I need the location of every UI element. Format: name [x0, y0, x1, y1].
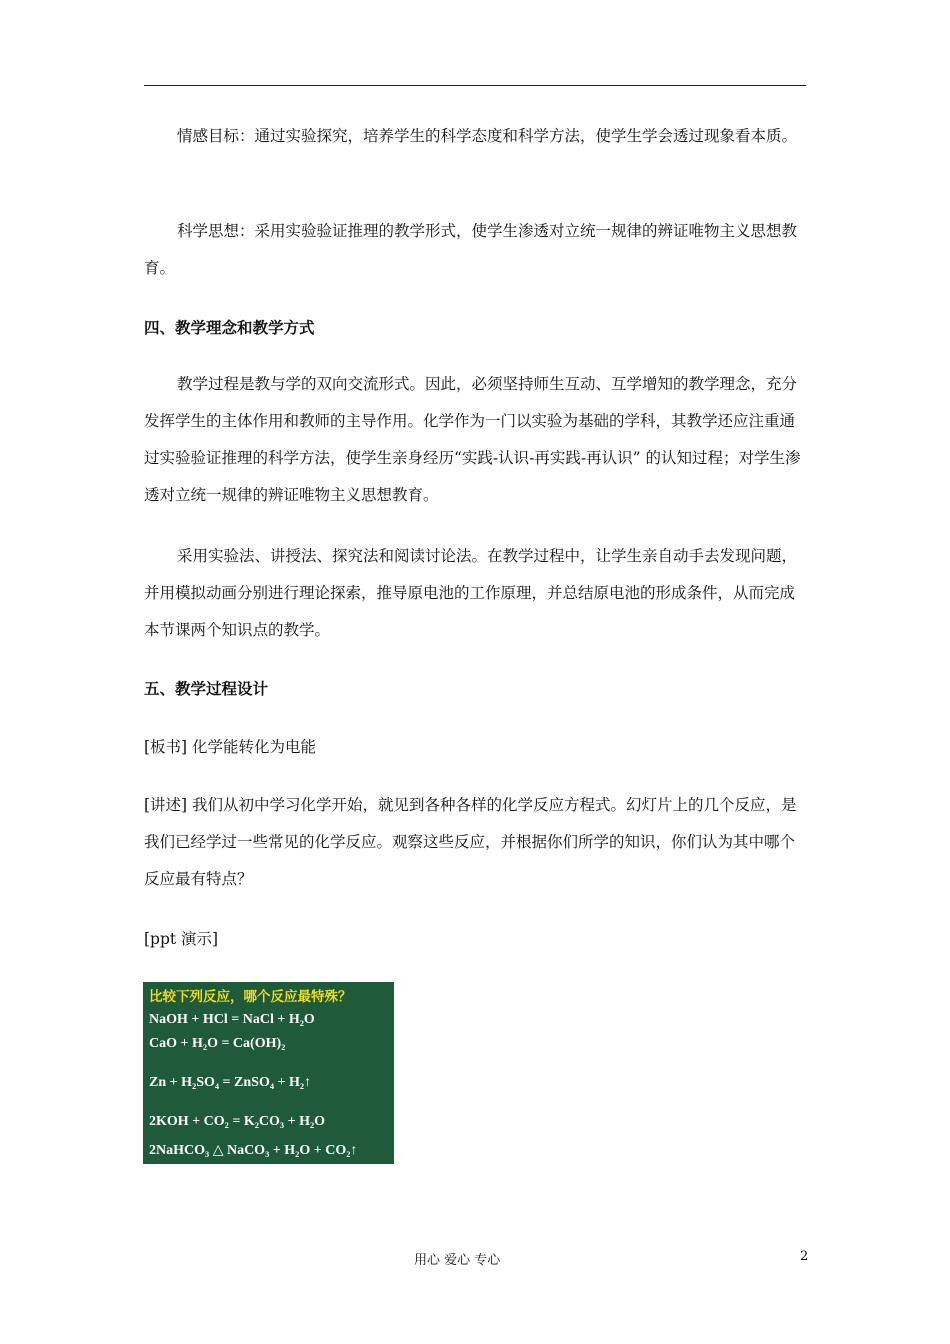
paragraph-lecture: [讲述] 我们从初中学习化学开始，就见到各种各样的化学反应方程式。幻灯片上的几个反应，是我们已经学过一些常见的化学反应。观察这些反应，并根据你们所学的知识，你们认为其中哪个反应最有特点？ [144, 796, 797, 888]
board-note-line: [板书] 化学能转化为电能 [144, 738, 317, 756]
ppt-slide-image [143, 982, 394, 1164]
paragraph-teaching-concept: 教学过程是教与学的双向交流形式。因此，必须坚持师生互动、互学增知的教学理念，充分发挥学生的主体作用和教师的主导作用。化学作为一门以实验为基础的学科，其教学还应注重通过实验验证推理的科学方法，使学生亲身经历“实践-认识-再实践-再认识” 的认知过程；对学生渗透对立统一规律的辨证唯物主义思想教育。 [144, 375, 801, 504]
header-rule [144, 85, 806, 86]
slide-equation-5: 2NaHCO₃ △ NaCO₃ + H₂O + CO₂↑ [149, 1143, 358, 1158]
paragraph-teaching-method: 采用实验法、讲授法、探究法和阅读讨论法。在教学过程中，让学生亲自动手去发现问题，并用模拟动画分别进行理论探索，推导原电池的工作原理，并总结原电池的形成条件，从而完成本节课两个知识点的教学。 [144, 547, 798, 639]
heading-section-4: 四、教学理念和教学方式 [144, 319, 315, 337]
slide-equation-3: Zn + H₂SO₄ = ZnSO₄ + H₂↑ [149, 1075, 312, 1090]
slide-title: 比较下列反应，哪个反应最特殊？ [149, 989, 352, 1005]
paragraph-science-thought: 科学思想：采用实验验证推理的教学形式，使学生渗透对立统一规律的辨证唯物主义思想教育。 [144, 222, 798, 277]
ppt-demo-line: [ppt 演示] [144, 930, 219, 948]
page-number: 2 [800, 1249, 809, 1264]
slide-equation-1: NaOH + HCl = NaCl + H₂O [149, 1012, 315, 1027]
slide-equation-4: 2KOH + CO₂ = K₂CO₃ + H₂O [149, 1114, 326, 1129]
heading-section-5: 五、教学过程设计 [144, 680, 269, 698]
footer-motto: 用心 爱心 专心 [414, 1253, 501, 1268]
slide-equation-2: CaO + H₂O = Ca(OH)₂ [149, 1036, 286, 1051]
paragraph-emotion-goal: 情感目标：通过实验探究，培养学生的科学态度和科学方法，使学生学会透过现象看本质。 [177, 127, 798, 145]
